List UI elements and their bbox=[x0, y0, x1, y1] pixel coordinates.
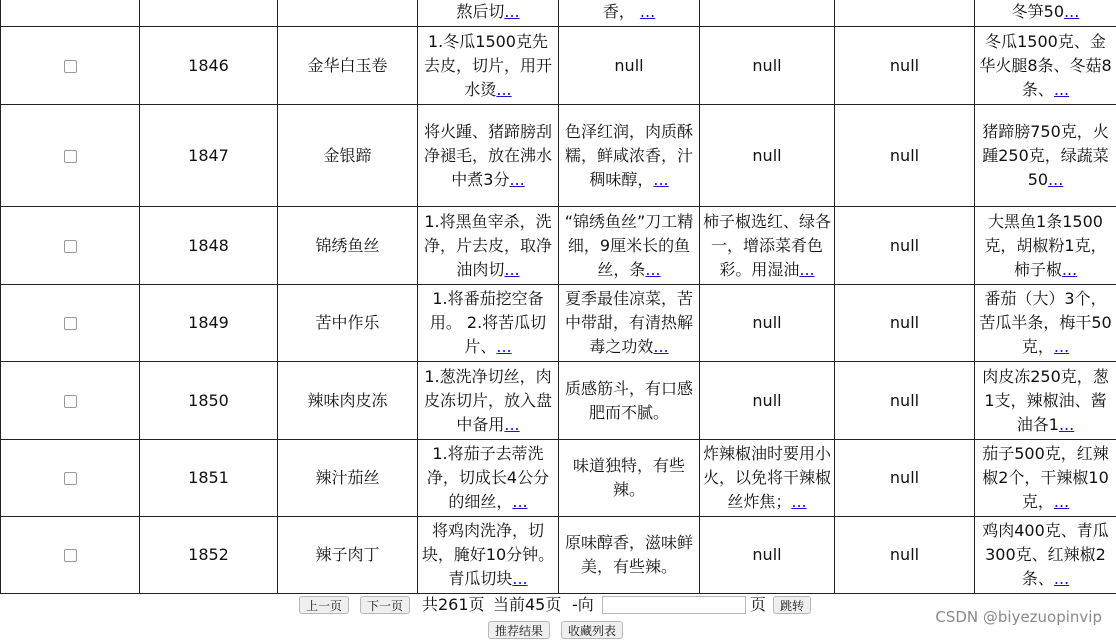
cell-text: 1852 bbox=[188, 545, 229, 564]
cell-text: null bbox=[890, 146, 919, 165]
more-link[interactable]: ... bbox=[1054, 337, 1069, 356]
row-checkbox[interactable] bbox=[64, 240, 77, 253]
method-cell bbox=[418, 285, 559, 362]
watermark: CSDN @biyezuopinvip bbox=[935, 608, 1102, 626]
cell-text: 辣味肉皮冻 bbox=[307, 391, 387, 410]
cell-text: 锦绣鱼丝 bbox=[315, 236, 379, 255]
cell-text: 茄子500克，红辣椒2个，干辣椒10克， bbox=[982, 444, 1109, 511]
cell-text: 1.冬瓜1500克先去皮，切片，用开水烫 bbox=[424, 32, 552, 99]
method-cell bbox=[418, 517, 559, 594]
cell-text: 1851 bbox=[188, 468, 229, 487]
cell-text: null bbox=[752, 56, 781, 75]
cell-text: 熬后切 bbox=[456, 2, 504, 21]
cell-text: 1.将黑鱼宰杀，洗净，片去皮，取净油肉切 bbox=[424, 212, 552, 279]
select-cell bbox=[1, 362, 140, 440]
cell-text: 1850 bbox=[188, 391, 229, 410]
name-cell bbox=[278, 285, 418, 362]
recommend-results-button[interactable]: 推荐结果 bbox=[488, 621, 550, 639]
table-row bbox=[1, 362, 1116, 440]
table-row bbox=[1, 207, 1116, 285]
col7-cell bbox=[835, 362, 975, 440]
ingredients-cell bbox=[975, 207, 1116, 285]
id-cell bbox=[140, 517, 278, 594]
cell-text: null bbox=[752, 146, 781, 165]
cell-text: 炸辣椒油时要用小火，以免将干辣椒丝炸焦； bbox=[703, 444, 831, 511]
row-checkbox[interactable] bbox=[64, 150, 77, 163]
method-cell bbox=[418, 105, 559, 207]
feature-cell bbox=[559, 105, 700, 207]
cell-text: 色泽红润，肉质酥糯，鲜咸浓香，汁稠味醇， bbox=[565, 122, 693, 189]
cell-text: 柿子椒选红、绿各一，增添菜肴色彩。用湿油 bbox=[703, 212, 831, 279]
more-link[interactable]: ... bbox=[1054, 80, 1069, 99]
cell-text: 1.将番茄挖空备用。 2.将苦瓜切片、 bbox=[430, 289, 546, 356]
cell-text: 将火踵、猪蹄膀刮净褪毛，放在沸水中煮3分 bbox=[424, 122, 552, 189]
more-link[interactable]: ... bbox=[645, 260, 660, 279]
more-link[interactable]: ... bbox=[512, 569, 527, 588]
select-cell bbox=[1, 440, 140, 517]
more-link[interactable]: ... bbox=[653, 170, 668, 189]
col7-cell bbox=[835, 207, 975, 285]
cell-text: 苦中作乐 bbox=[315, 313, 379, 332]
select-cell bbox=[1, 517, 140, 594]
current-page: 当前45页 bbox=[493, 594, 561, 616]
row-checkbox[interactable] bbox=[64, 395, 77, 408]
select-cell bbox=[1, 105, 140, 207]
more-link[interactable]: ... bbox=[1054, 569, 1069, 588]
row-checkbox[interactable] bbox=[64, 317, 77, 330]
name-cell bbox=[278, 207, 418, 285]
cell-text: 1848 bbox=[188, 236, 229, 255]
cell-text: null bbox=[890, 313, 919, 332]
more-link[interactable]: ... bbox=[512, 492, 527, 511]
goto-label: -向 bbox=[572, 594, 594, 616]
more-link[interactable]: ... bbox=[1064, 2, 1079, 21]
col7-cell bbox=[835, 27, 975, 105]
table-row bbox=[1, 285, 1116, 362]
col7-cell bbox=[835, 105, 975, 207]
cell-text: 鸡肉400克、青瓜300克、红辣椒2条、 bbox=[982, 521, 1109, 588]
cell-text: null bbox=[890, 545, 919, 564]
row-checkbox[interactable] bbox=[64, 60, 77, 73]
cell-text: 金银蹄 bbox=[323, 146, 371, 165]
name-cell bbox=[278, 27, 418, 105]
cell-text: null bbox=[752, 545, 781, 564]
feature-cell bbox=[559, 440, 700, 517]
name-cell bbox=[278, 105, 418, 207]
select-cell bbox=[1, 27, 140, 105]
id-cell bbox=[140, 27, 278, 105]
page-number-input[interactable] bbox=[602, 596, 746, 614]
ingredients-cell bbox=[975, 27, 1116, 105]
cell-text: 质感筋斗，有口感肥而不腻。 bbox=[565, 379, 693, 422]
more-link[interactable]: ... bbox=[640, 2, 655, 21]
ingredients-cell bbox=[975, 285, 1116, 362]
cell-text: 夏季最佳凉菜，苦中带甜，有清热解毒之功效 bbox=[565, 289, 693, 356]
id-cell bbox=[140, 440, 278, 517]
tips-cell bbox=[700, 207, 835, 285]
cell-text: 番茄（大）3个，苦瓜半条，梅干50克， bbox=[979, 289, 1111, 356]
cell-text: 金华白玉卷 bbox=[307, 56, 387, 75]
feature-cell bbox=[559, 285, 700, 362]
name-cell bbox=[278, 440, 418, 517]
table-row bbox=[1, 517, 1116, 594]
col7-cell bbox=[835, 440, 975, 517]
cell-text: 1.葱洗净切丝，肉皮冻切片，放入盘中备用 bbox=[424, 367, 552, 434]
select-cell bbox=[1, 207, 140, 285]
ingredients-cell bbox=[975, 362, 1116, 440]
ingredients-cell bbox=[975, 517, 1116, 594]
id-cell bbox=[140, 105, 278, 207]
prev-page-button[interactable]: 上一页 bbox=[299, 596, 349, 614]
cell-text: null bbox=[890, 236, 919, 255]
cell-text: 将鸡肉洗净，切块，腌好10分钟。青瓜切块 bbox=[422, 521, 554, 588]
cell-text: 1849 bbox=[188, 313, 229, 332]
more-link[interactable]: ... bbox=[1062, 260, 1077, 279]
cell-text: null bbox=[890, 468, 919, 487]
method-cell bbox=[418, 207, 559, 285]
tips-cell bbox=[700, 517, 835, 594]
feature-cell bbox=[559, 517, 700, 594]
cell-text: null bbox=[890, 391, 919, 410]
more-link[interactable]: ... bbox=[1054, 492, 1069, 511]
tips-cell bbox=[700, 285, 835, 362]
cell-text: 1.将茄子去蒂洗净，切成长4公分的细丝， bbox=[427, 444, 549, 511]
method-cell bbox=[418, 27, 559, 105]
feature-cell bbox=[559, 362, 700, 440]
next-page-button[interactable]: 下一页 bbox=[360, 596, 410, 614]
more-link[interactable]: ... bbox=[496, 337, 511, 356]
table-row bbox=[1, 27, 1116, 105]
tips-cell bbox=[700, 27, 835, 105]
cell-text: 辣汁茄丝 bbox=[315, 468, 379, 487]
more-link[interactable]: ... bbox=[496, 80, 511, 99]
cell-text: 原味醇香，滋味鲜美，有些辣。 bbox=[565, 533, 693, 576]
favorites-list-button[interactable]: 收藏列表 bbox=[561, 621, 623, 639]
more-link[interactable]: ... bbox=[653, 337, 668, 356]
cell-text: 香， bbox=[603, 2, 635, 21]
cell-text: null bbox=[752, 313, 781, 332]
method-cell bbox=[418, 440, 559, 517]
more-link[interactable]: ... bbox=[504, 260, 519, 279]
cell-text: 肉皮冻250克，葱1支，辣椒油、酱油各1 bbox=[982, 367, 1109, 434]
cell-text: 1847 bbox=[188, 146, 229, 165]
row-checkbox[interactable] bbox=[64, 549, 77, 562]
cell-text: 猪蹄膀750克，火踵250克，绿蔬菜50 bbox=[982, 122, 1109, 189]
ingredients-cell bbox=[975, 105, 1116, 207]
row-checkbox[interactable] bbox=[64, 472, 77, 485]
tips-cell bbox=[700, 440, 835, 517]
feature-cell bbox=[559, 27, 700, 105]
cell-text: 味道独特，有些辣。 bbox=[573, 456, 685, 499]
page-suffix: 页 bbox=[750, 594, 766, 616]
col7-cell bbox=[835, 285, 975, 362]
select-cell bbox=[1, 285, 140, 362]
jump-button[interactable]: 跳转 bbox=[773, 596, 811, 614]
cell-text: null bbox=[752, 391, 781, 410]
cell-text: 冬笋50 bbox=[1012, 2, 1064, 21]
cell-text: 1846 bbox=[188, 56, 229, 75]
method-cell bbox=[418, 362, 559, 440]
ingredients-cell bbox=[975, 440, 1116, 517]
tips-cell bbox=[700, 105, 835, 207]
more-link[interactable]: ... bbox=[504, 2, 519, 21]
col7-cell bbox=[835, 517, 975, 594]
table-row bbox=[1, 105, 1116, 207]
cell-text: 辣子肉丁 bbox=[315, 545, 379, 564]
table-row bbox=[1, 440, 1116, 517]
name-cell bbox=[278, 517, 418, 594]
cell-text: “锦绣鱼丝”刀工精细，9厘米长的鱼丝，条 bbox=[565, 212, 694, 279]
cell-text: null bbox=[890, 56, 919, 75]
table-row-partial bbox=[1, 0, 1116, 27]
more-link[interactable]: ... bbox=[1048, 170, 1063, 189]
more-link[interactable]: ... bbox=[504, 415, 519, 434]
cell-text: 大黑鱼1条1500克，胡椒粉1克，柿子椒 bbox=[984, 212, 1106, 279]
more-link[interactable]: ... bbox=[799, 260, 814, 279]
more-link[interactable]: ... bbox=[509, 170, 524, 189]
cell-text: null bbox=[614, 56, 643, 75]
id-cell bbox=[140, 362, 278, 440]
id-cell bbox=[140, 285, 278, 362]
total-pages: 共261页 bbox=[422, 594, 485, 616]
more-link[interactable]: ... bbox=[791, 492, 806, 511]
more-link[interactable]: ... bbox=[1059, 415, 1074, 434]
id-cell bbox=[140, 207, 278, 285]
cell-text: 冬瓜1500克、金华火腿8条、冬菇8条、 bbox=[979, 32, 1111, 99]
feature-cell bbox=[559, 207, 700, 285]
name-cell bbox=[278, 362, 418, 440]
tips-cell bbox=[700, 362, 835, 440]
